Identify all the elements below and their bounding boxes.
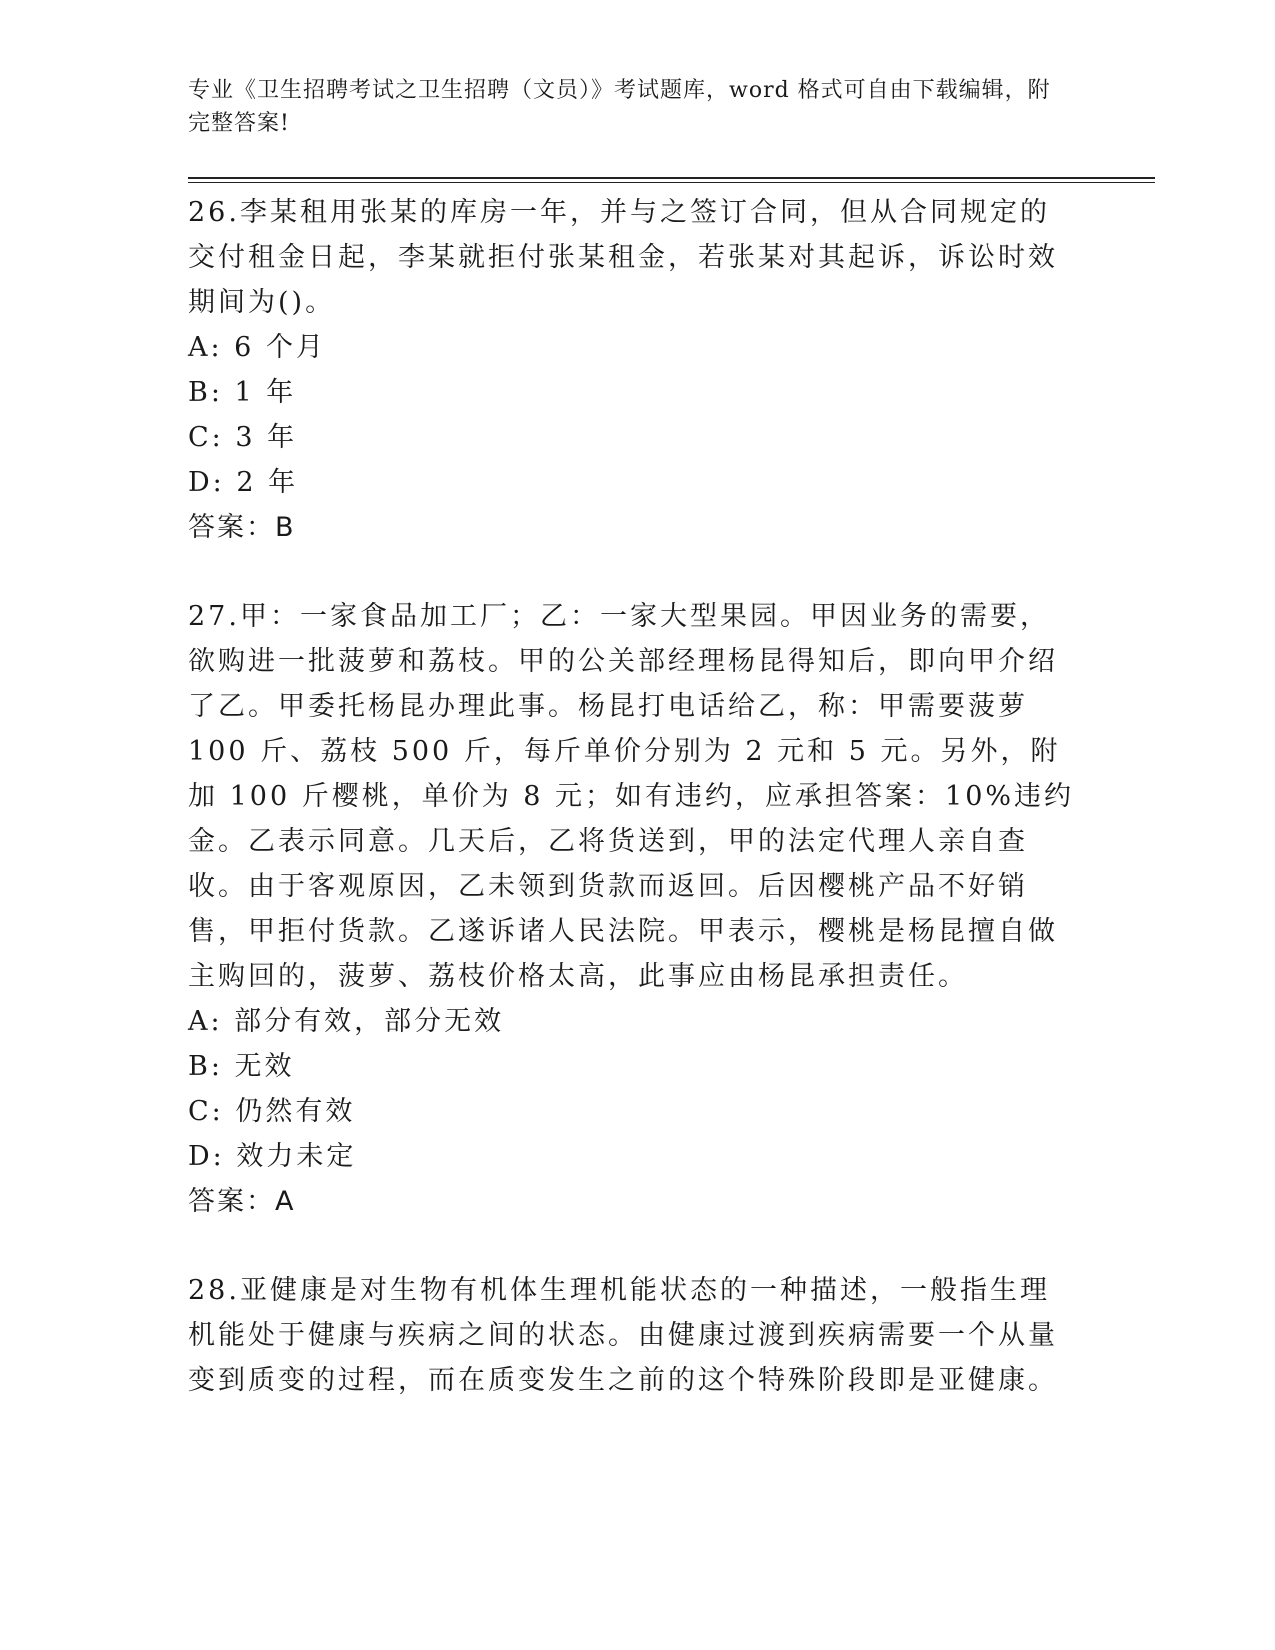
option-a: A: 6 个月 (188, 332, 326, 363)
question-28 (188, 1268, 1078, 1403)
header-divider-thick (188, 177, 1155, 179)
option-b: B: 无效 (188, 1051, 295, 1082)
option-c: C: 仍然有效 (188, 1096, 356, 1127)
question-27 (188, 594, 1078, 1224)
option-a: A: 部分有效，部分无效 (188, 1006, 505, 1037)
option-b: B: 1 年 (188, 377, 297, 408)
question-stem: 28.亚健康是对生物有机体生理机能状态的一种描述，一般指生理机能处于健康与疾病之间的状态。由健康过渡到疾病需要一个从量变到质变的过程，而在质变发生之前的这个特殊阶段即是亚健康。 (188, 1275, 1058, 1396)
question-26 (188, 190, 1078, 550)
answer-line: 答案：A (188, 1186, 296, 1217)
document-header: 专业《卫生招聘考试之卫生招聘（文员）》考试题库，word 格式可自由下载编辑，附完整答案! (188, 78, 1051, 136)
question-stem: 27.甲：一家食品加工厂；乙：一家大型果园。甲因业务的需要，欲购进一批菠萝和荔枝。甲的公关部经理杨昆得知后，即向甲介绍了乙。甲委托杨昆办理此事。杨昆打电话给乙，称：甲需要菠萝 100 斤、荔枝 500 斤，每斤单价分别为 2 元和 5 元。另外，附加 100 斤樱桃，单价为 8 元；如有违约，应承担答案：10%违约金。乙表示同意。几天后，乙将货送到，甲的法定代理人亲自查收。由于客观原因，乙未领到货款而返回。后因樱桃产品不好销售，甲拒付货款。乙遂诉诸人民法院。甲表示，樱桃是杨昆擅自做主购回的，菠萝、荔枝价格太高，此事应由杨昆承担责任。 (188, 601, 1075, 992)
question-stem: 26.李某租用张某的库房一年，并与之签订合同，但从合同规定的交付租金日起，李某就拒付张某租金，若张某对其起诉，诉讼时效期间为()。 (188, 197, 1058, 318)
option-d: D: 2 年 (188, 467, 299, 498)
answer-line: 答案：B (188, 512, 296, 543)
option-c: C: 3 年 (188, 422, 298, 453)
option-d: D: 效力未定 (188, 1141, 357, 1172)
question-list (188, 190, 1078, 1447)
header-divider-thin (188, 182, 1155, 183)
